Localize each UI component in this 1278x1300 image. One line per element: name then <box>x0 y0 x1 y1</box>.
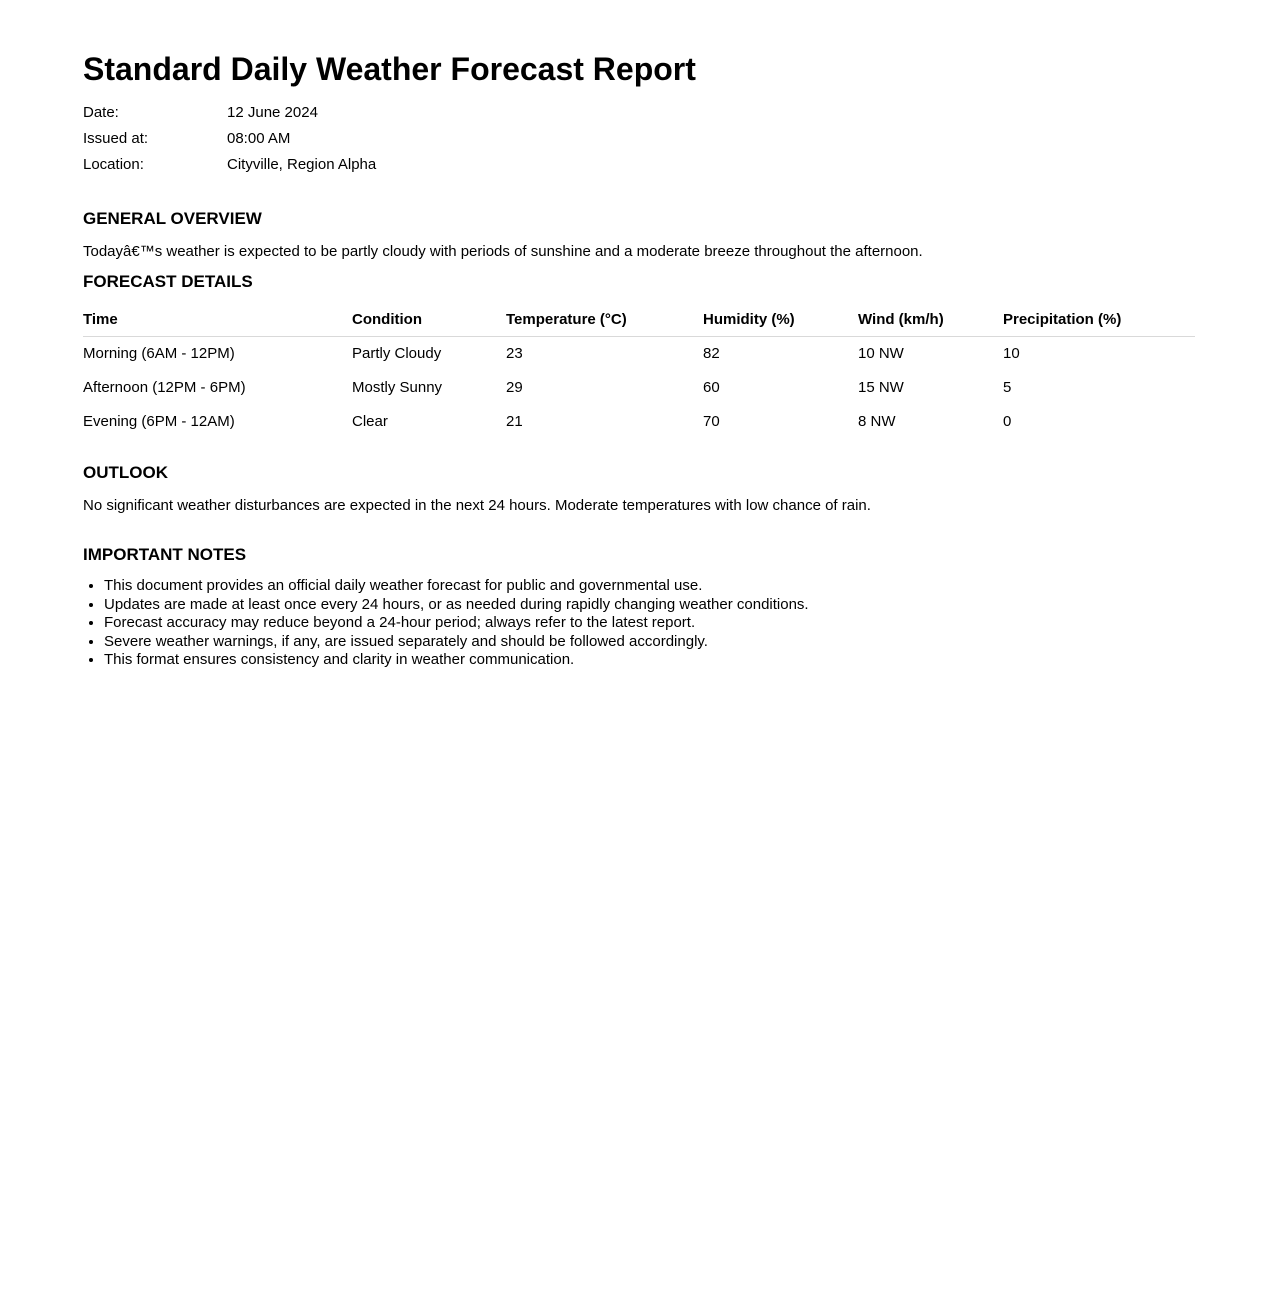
cell-evening-temperature: 21 <box>506 413 523 430</box>
column-header-time: Time <box>83 304 352 337</box>
cell-afternoon-wind: 15 NW <box>858 379 904 396</box>
cell-morning-humidity: 82 <box>703 345 720 362</box>
meta-value-issued-at: 08:00 AM <box>227 130 291 147</box>
report-metadata <box>83 100 376 178</box>
column-header-humidity: Humidity (%) <box>703 304 858 337</box>
column-header-precipitation: Precipitation (%) <box>1003 304 1195 337</box>
cell-morning-wind: 10 NW <box>858 345 904 362</box>
cell-morning-condition: Partly Cloudy <box>352 345 442 362</box>
meta-row-location <box>83 152 376 178</box>
cell-afternoon-precipitation: 5 <box>1003 379 1012 396</box>
meta-label-issued-at: Issued at: <box>83 130 149 147</box>
forecast-table-header-row <box>83 304 1195 337</box>
cell-morning-precipitation: 10 <box>1003 345 1020 362</box>
cell-afternoon-condition: Mostly Sunny <box>352 379 443 396</box>
table-row-evening <box>83 405 1195 439</box>
cell-evening-condition: Clear <box>352 413 388 430</box>
meta-value-date: 12 June 2024 <box>227 104 318 121</box>
cell-afternoon-time: Afternoon (12PM - 6PM) <box>83 379 246 396</box>
section-heading-important-notes: IMPORTANT NOTES <box>83 545 247 564</box>
page-title: Standard Daily Weather Forecast Report <box>83 51 696 87</box>
list-item-note-2: • Updates are made at least once every 24 hours, or as needed during rapidly changing weather conditions. <box>104 596 1195 615</box>
meta-label-location: Location: <box>83 156 144 173</box>
cell-evening-wind: 8 NW <box>858 413 896 430</box>
list-item-note-1: • This document provides an official daily weather forecast for public and governmental use. <box>104 577 1195 596</box>
column-header-condition: Condition <box>352 304 506 337</box>
list-item-note-3: • Forecast accuracy may reduce beyond a 24-hour period; always refer to the latest report. <box>104 614 1195 633</box>
cell-morning-time: Morning (6AM - 12PM) <box>83 345 235 362</box>
cell-morning-temperature: 23 <box>506 345 523 362</box>
list-item-note-4: • Severe weather warnings, if any, are issued separately and should be followed accordingly. <box>104 633 1195 652</box>
cell-evening-precipitation: 0 <box>1003 413 1012 430</box>
cell-evening-time: Evening (6PM - 12AM) <box>83 413 235 430</box>
column-header-wind: Wind (km/h) <box>858 304 1003 337</box>
outlook-text: No significant weather disturbances are expected in the next 24 hours. Moderate temperatures with low chance of rain. <box>83 497 871 514</box>
section-heading-forecast-details: FORECAST DETAILS <box>83 272 253 291</box>
cell-evening-humidity: 70 <box>703 413 720 430</box>
important-notes-list <box>83 577 1195 670</box>
cell-afternoon-temperature: 29 <box>506 379 523 396</box>
meta-label-date: Date: <box>83 104 119 121</box>
section-heading-general-overview: GENERAL OVERVIEW <box>83 209 262 228</box>
meta-row-issued-at <box>83 126 376 152</box>
cell-afternoon-humidity: 60 <box>703 379 720 396</box>
table-row-morning <box>83 337 1195 372</box>
table-row-afternoon <box>83 371 1195 405</box>
meta-value-location: Cityville, Region Alpha <box>227 156 377 173</box>
section-heading-outlook: OUTLOOK <box>83 463 168 482</box>
list-item-note-5: • This format ensures consistency and clarity in weather communication. <box>104 651 1195 670</box>
column-header-temperature: Temperature (°C) <box>506 304 703 337</box>
meta-row-date <box>83 100 376 126</box>
general-overview-text: Todayâ€™s weather is expected to be partly cloudy with periods of sunshine and a moderate breeze throughout the afternoon. <box>83 243 923 260</box>
forecast-details-table <box>83 304 1195 439</box>
